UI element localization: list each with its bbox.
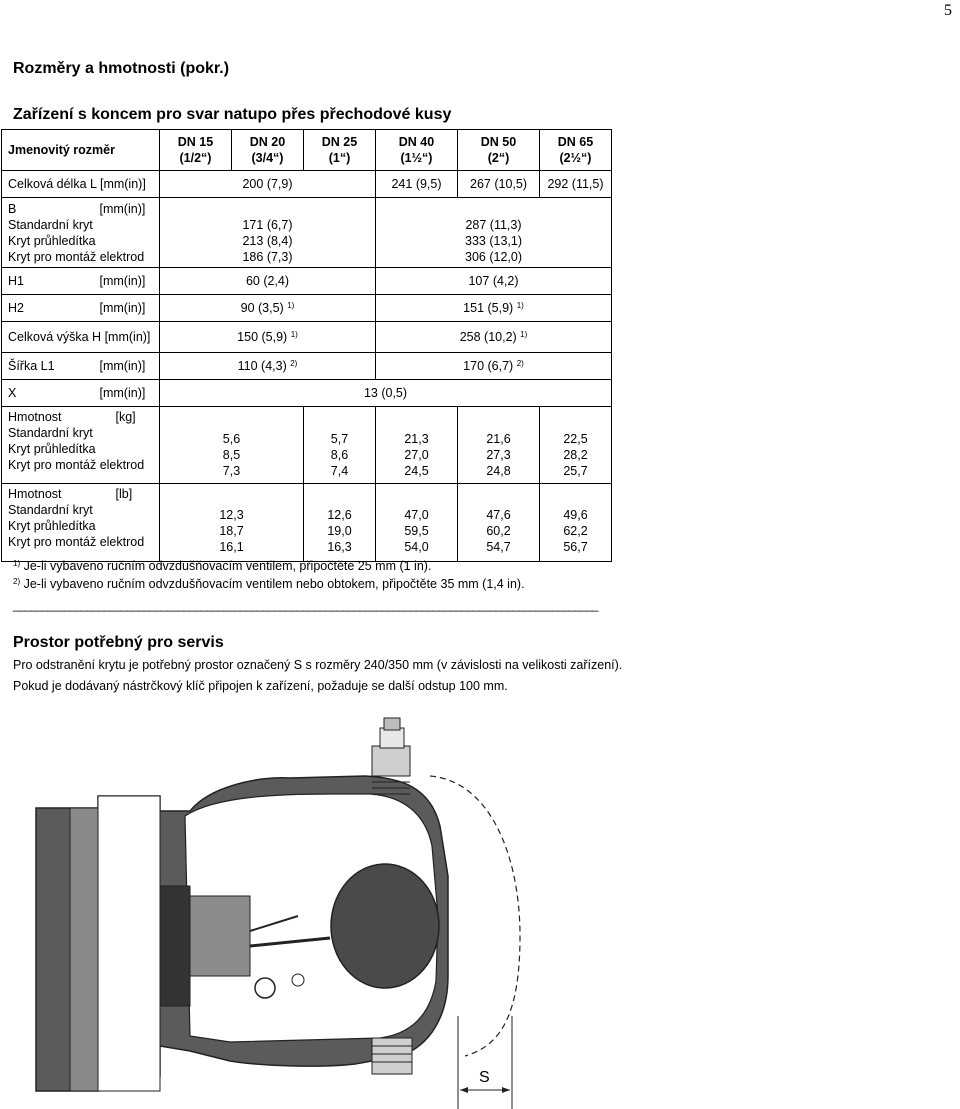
table-row <box>2 407 612 484</box>
row-label: H2 [mm(in)] <box>2 295 160 322</box>
table-row <box>2 322 612 353</box>
flange-edge <box>70 808 98 1091</box>
page-number: 5 <box>944 2 952 19</box>
table-row <box>2 268 612 295</box>
footnote-1: $^{1)}$ Je-li vybaveno ručním odvzdušňovacím ventilem, připočtěte 25 mm (1 in). <box>13 559 432 573</box>
table-row <box>2 198 612 268</box>
table-row <box>2 484 612 562</box>
section-heading: Rozměry a hmotnosti (pokr.) <box>13 60 230 77</box>
header-dn20: DN 20 (3/4“) <box>232 130 304 171</box>
table-cell: 170 (6,7) $^{2)}$ <box>376 353 612 380</box>
row-label: B [mm(in)] Standardní kryt Kryt průhledítka Kryt pro montáž elektrod <box>2 198 160 268</box>
table-cell: 5,7 8,6 7,4 <box>304 407 376 484</box>
dimensions-table <box>1 129 612 562</box>
header-dn65: DN 65 (2½“) <box>540 130 612 171</box>
float-ball <box>331 864 439 988</box>
table-cell: 287 (11,3) 333 (13,1) 306 (12,0) <box>376 198 612 268</box>
table-cell: 150 (5,9) $^{1)}$ <box>160 322 376 353</box>
table-cell: 47,0 59,5 54,0 <box>376 484 458 562</box>
divider-line: _______________________________________________________________________________________________________ <box>13 598 598 612</box>
table-cell: 49,6 62,2 56,7 <box>540 484 612 562</box>
steam-trap-drawing <box>0 716 960 1109</box>
flange-face <box>98 796 160 1091</box>
footnote-2: $^{2)}$ Je-li vybaveno ručním odvzdušňovacím ventilem nebo obtokem, připočtěte 35 mm (1,4 in). <box>13 577 525 591</box>
row-label: X [mm(in)] <box>2 380 160 407</box>
table-cell: 151 (5,9) $^{1)}$ <box>376 295 612 322</box>
table-cell: 107 (4,2) <box>376 268 612 295</box>
table-row <box>2 295 612 322</box>
table-cell: 267 (10,5) <box>458 171 540 198</box>
table-cell: 110 (4,3) $^{2)}$ <box>160 353 376 380</box>
table-cell: 60 (2,4) <box>160 268 376 295</box>
row-label: Hmotnost [kg] Standardní kryt Kryt průhledítka Kryt pro montáž elektrod <box>2 407 160 484</box>
table-cell: 22,5 28,2 25,7 <box>540 407 612 484</box>
row-label: Šířka L1 [mm(in)] <box>2 353 160 380</box>
row-label: Celková výška H [mm(in)] <box>2 322 160 353</box>
table-cell: 292 (11,5) <box>540 171 612 198</box>
header-dn15: DN 15 (1/2“) <box>160 130 232 171</box>
header-dn25: DN 25 (1“) <box>304 130 376 171</box>
table-cell: 12,3 18,7 16,1 <box>160 484 304 562</box>
service-text-2: Pokud je dodávaný nástrčkový klíč připojen k zařízení, požaduje se další odstup 100 mm. <box>13 679 508 693</box>
table-cell: 171 (6,7) 213 (8,4) 186 (7,3) <box>160 198 376 268</box>
table-cell: 21,6 27,3 24,8 <box>458 407 540 484</box>
bottom-plug <box>372 1038 412 1074</box>
table-cell: 90 (3,5) $^{1)}$ <box>160 295 376 322</box>
row-label: H1 [mm(in)] <box>2 268 160 295</box>
table-cell: 258 (10,2) $^{1)}$ <box>376 322 612 353</box>
table-cell: 21,3 27,0 24,5 <box>376 407 458 484</box>
header-dn50: DN 50 (2“) <box>458 130 540 171</box>
service-text-1: Pro odstranění krytu je potřebný prostor označený S s rozměry 240/350 mm (v závislosti na velikosti zařízení). <box>13 658 623 672</box>
service-heading: Prostor potřebný pro servis <box>13 634 224 651</box>
header-dn40: DN 40 (1½“) <box>376 130 458 171</box>
table-cell: 5,6 8,5 7,3 <box>160 407 304 484</box>
table-cell: 200 (7,9) <box>160 171 376 198</box>
table-cell: 13 (0,5) <box>160 380 612 407</box>
table-heading: Zařízení s koncem pro svar natupo přes přechodové kusy <box>13 106 452 123</box>
s-dimension <box>458 1016 512 1109</box>
s-label: S <box>479 1069 490 1086</box>
table-cell: 241 (9,5) <box>376 171 458 198</box>
table-row <box>2 171 612 198</box>
table-cell: 47,6 60,2 54,7 <box>458 484 540 562</box>
table-row <box>2 380 612 407</box>
header-corner: Jmenovitý rozměr <box>2 130 160 171</box>
table-header-row <box>2 130 612 171</box>
row-label: Celková délka L [mm(in)] <box>2 171 160 198</box>
row-label: Hmotnost [lb] Standardní kryt Kryt průhledítka Kryt pro montáž elektrod <box>2 484 160 562</box>
table-cell: 12,6 19,0 16,3 <box>304 484 376 562</box>
table-row <box>2 353 612 380</box>
